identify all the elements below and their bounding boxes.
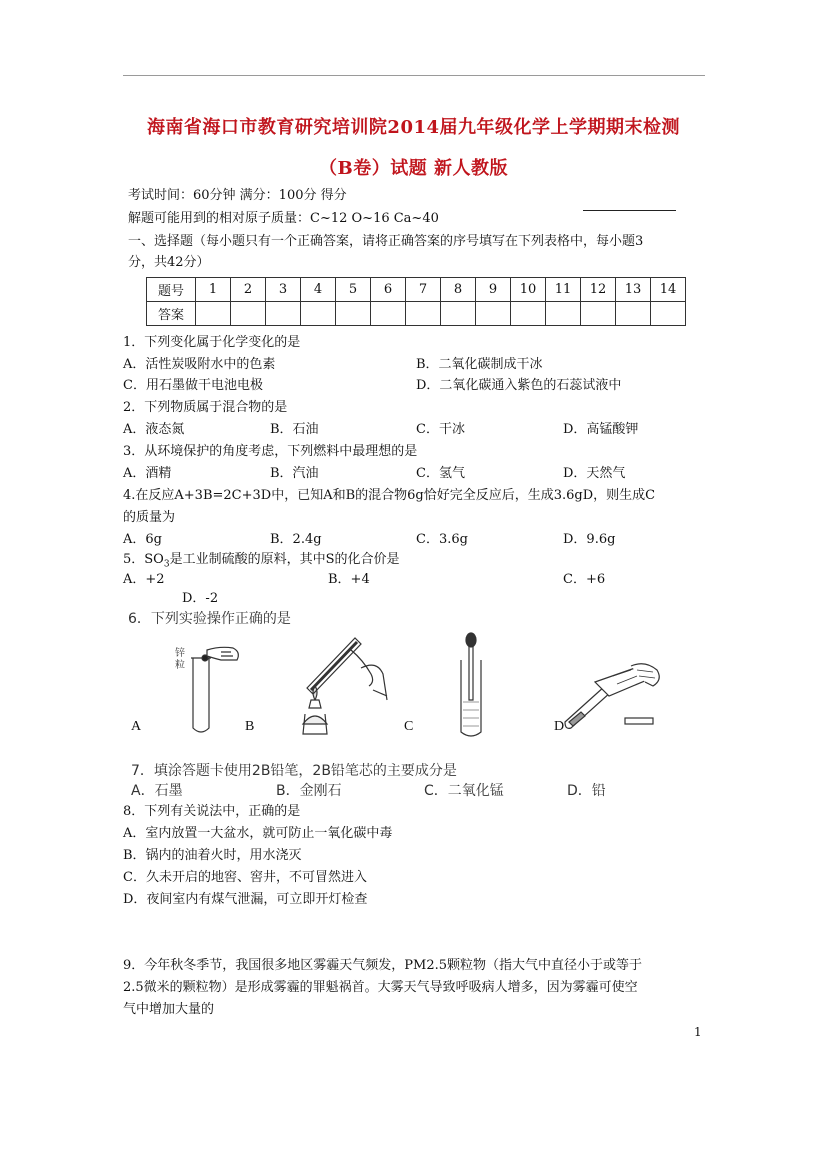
q8-option-c: C．久未开启的地窖、窖井，不可冒然进入: [123, 870, 367, 885]
table-cell: 10: [511, 278, 546, 302]
q4-stem-line2: 的质量为: [123, 510, 176, 525]
q8-option-d: D．夜间室内有煤气泄漏，可立即开灯检查: [123, 892, 368, 907]
answer-cell[interactable]: [266, 302, 301, 326]
q2-stem: 2．下列物质属于混合物的是: [123, 400, 288, 415]
answer-cell[interactable]: [546, 302, 581, 326]
exam-info: 考试时间：60分钟 满分：100分 得分: [128, 188, 347, 203]
answer-cell[interactable]: [196, 302, 231, 326]
table-cell: 13: [616, 278, 651, 302]
table-cell: 8: [441, 278, 476, 302]
document-title-line1: 海南省海口市教育研究培训院2014届九年级化学上学期期末检测: [146, 117, 681, 138]
q4-option-a: A．6g: [123, 532, 162, 547]
section1-heading-line2: 分，共42分）: [128, 255, 210, 270]
table-cell: 2: [231, 278, 266, 302]
q8-option-b: B．锅内的油着火时，用水浇灭: [123, 848, 302, 863]
table-cell: 12: [581, 278, 616, 302]
q1-option-b: B．二氧化碳制成干冰: [416, 357, 543, 372]
table-cell: 7: [406, 278, 441, 302]
score-blank: [583, 210, 676, 211]
q1-option-d: D．二氧化碳通入紫色的石蕊试液中: [416, 378, 622, 393]
figure-c-dropper: [461, 633, 481, 736]
q3-option-b: B．汽油: [270, 466, 319, 481]
answer-cell[interactable]: [441, 302, 476, 326]
q4-option-d: D．9.6g: [563, 532, 616, 547]
q7-option-d: D．铅: [567, 783, 606, 799]
table-cell: 5: [336, 278, 371, 302]
q8-option-a: A．室内放置一大盆水，就可防止一氧化碳中毒: [123, 826, 393, 841]
q7-option-c: C．二氧化锰: [424, 783, 504, 799]
q5-option-c: C．+6: [563, 572, 606, 587]
document-title-line2: （B卷）试题 新人教版: [319, 158, 508, 179]
q6-stem: 6．下列实验操作正确的是: [128, 611, 291, 627]
figure-b-heating-apparatus: [303, 638, 387, 734]
q2-option-a: A．液态氮: [123, 422, 185, 437]
answer-cell[interactable]: [406, 302, 441, 326]
zinc-label-2: 粒: [175, 660, 185, 671]
q4-option-c: C．3.6g: [416, 532, 468, 547]
q4-option-b: B．2.4g: [270, 532, 322, 547]
header-rule: [123, 75, 705, 76]
table-header-number: 题号: [147, 278, 196, 302]
q2-option-c: C．干冰: [416, 422, 465, 437]
q3-option-a: A．酒精: [123, 466, 172, 481]
q5-option-b: B．+4: [328, 572, 370, 587]
table-cell: 14: [651, 278, 686, 302]
answer-cell[interactable]: [651, 302, 686, 326]
answer-cell[interactable]: [616, 302, 651, 326]
table-cell: 3: [266, 278, 301, 302]
table-row: [147, 302, 686, 326]
figure-label-b: B: [245, 719, 255, 734]
page-number: 1: [694, 1025, 702, 1039]
q4-stem-line1: 4.在反应A+3B=2C+3D中，已知A和B的混合物6g恰好完全反应后，生成3.6gD，则生成C: [123, 488, 656, 503]
section1-heading-line1: 一、选择题（每小题只有一个正确答案，请将正确答案的序号填写在下列表格中，每小题3: [128, 234, 644, 249]
q3-stem: 3．从环境保护的角度考虑，下列燃料中最理想的是: [123, 444, 418, 459]
q5-option-d: D．-2: [182, 591, 219, 606]
figure-d-pouring-reagent: [565, 664, 659, 729]
q8-stem: 8．下列有关说法中，正确的是: [123, 804, 301, 819]
q3-option-d: D．天然气: [563, 466, 626, 481]
zinc-label-1: 锌: [175, 648, 185, 659]
q9-line1: 9．今年秋冬季节，我国很多地区雾霾天气频发，PM2.5颗粒物（指大气中直径小于或等于: [123, 958, 643, 973]
figure-label-d: D: [554, 719, 565, 734]
q9-line3: 气中增加大量的: [123, 1002, 215, 1017]
q5-stem-post: 是工业制硫酸的原料，其中S的化合价是: [169, 552, 400, 567]
q1-option-a: A．活性炭吸附水中的色素: [123, 357, 276, 372]
answer-cell[interactable]: [371, 302, 406, 326]
figure-label-a: A: [131, 719, 142, 734]
table-cell: 11: [546, 278, 581, 302]
table-cell: 4: [301, 278, 336, 302]
figure-label-c: C: [404, 719, 414, 734]
table-cell: 1: [196, 278, 231, 302]
answer-cell[interactable]: [511, 302, 546, 326]
answer-table: [146, 277, 686, 326]
q1-stem: 1．下列变化属于化学变化的是: [123, 335, 301, 350]
q9-line2: 2.5微米的颗粒物）是形成雾霾的罪魁祸首。大雾天气导致呼吸病人增多，因为雾霾可使空: [123, 980, 638, 995]
table-cell: 6: [371, 278, 406, 302]
q5-stem-pre: 5．SO: [123, 552, 164, 567]
answer-cell[interactable]: [231, 302, 266, 326]
figure-a-test-tube: [191, 647, 238, 732]
table-cell: 9: [476, 278, 511, 302]
table-row: [147, 278, 686, 302]
q5-option-a: A．+2: [123, 572, 165, 587]
answer-cell[interactable]: [336, 302, 371, 326]
q2-option-b: B．石油: [270, 422, 319, 437]
q3-option-c: C．氢气: [416, 466, 465, 481]
table-header-answer: 答案: [147, 302, 196, 326]
q7-option-a: A．石墨: [131, 783, 183, 799]
atomic-mass-info: 解题可能用到的相对原子质量：C~12 O~16 Ca~40: [128, 211, 439, 226]
q1-option-c: C．用石墨做干电池电极: [123, 378, 263, 393]
q7-stem: 7．填涂答题卡使用2B铅笔，2B铅笔芯的主要成分是: [131, 763, 457, 779]
q5-subscript: 3: [163, 559, 170, 570]
answer-cell[interactable]: [476, 302, 511, 326]
answer-cell[interactable]: [581, 302, 616, 326]
q2-option-d: D．高锰酸钾: [563, 422, 639, 437]
q7-option-b: B．金刚石: [276, 783, 342, 799]
answer-cell[interactable]: [301, 302, 336, 326]
